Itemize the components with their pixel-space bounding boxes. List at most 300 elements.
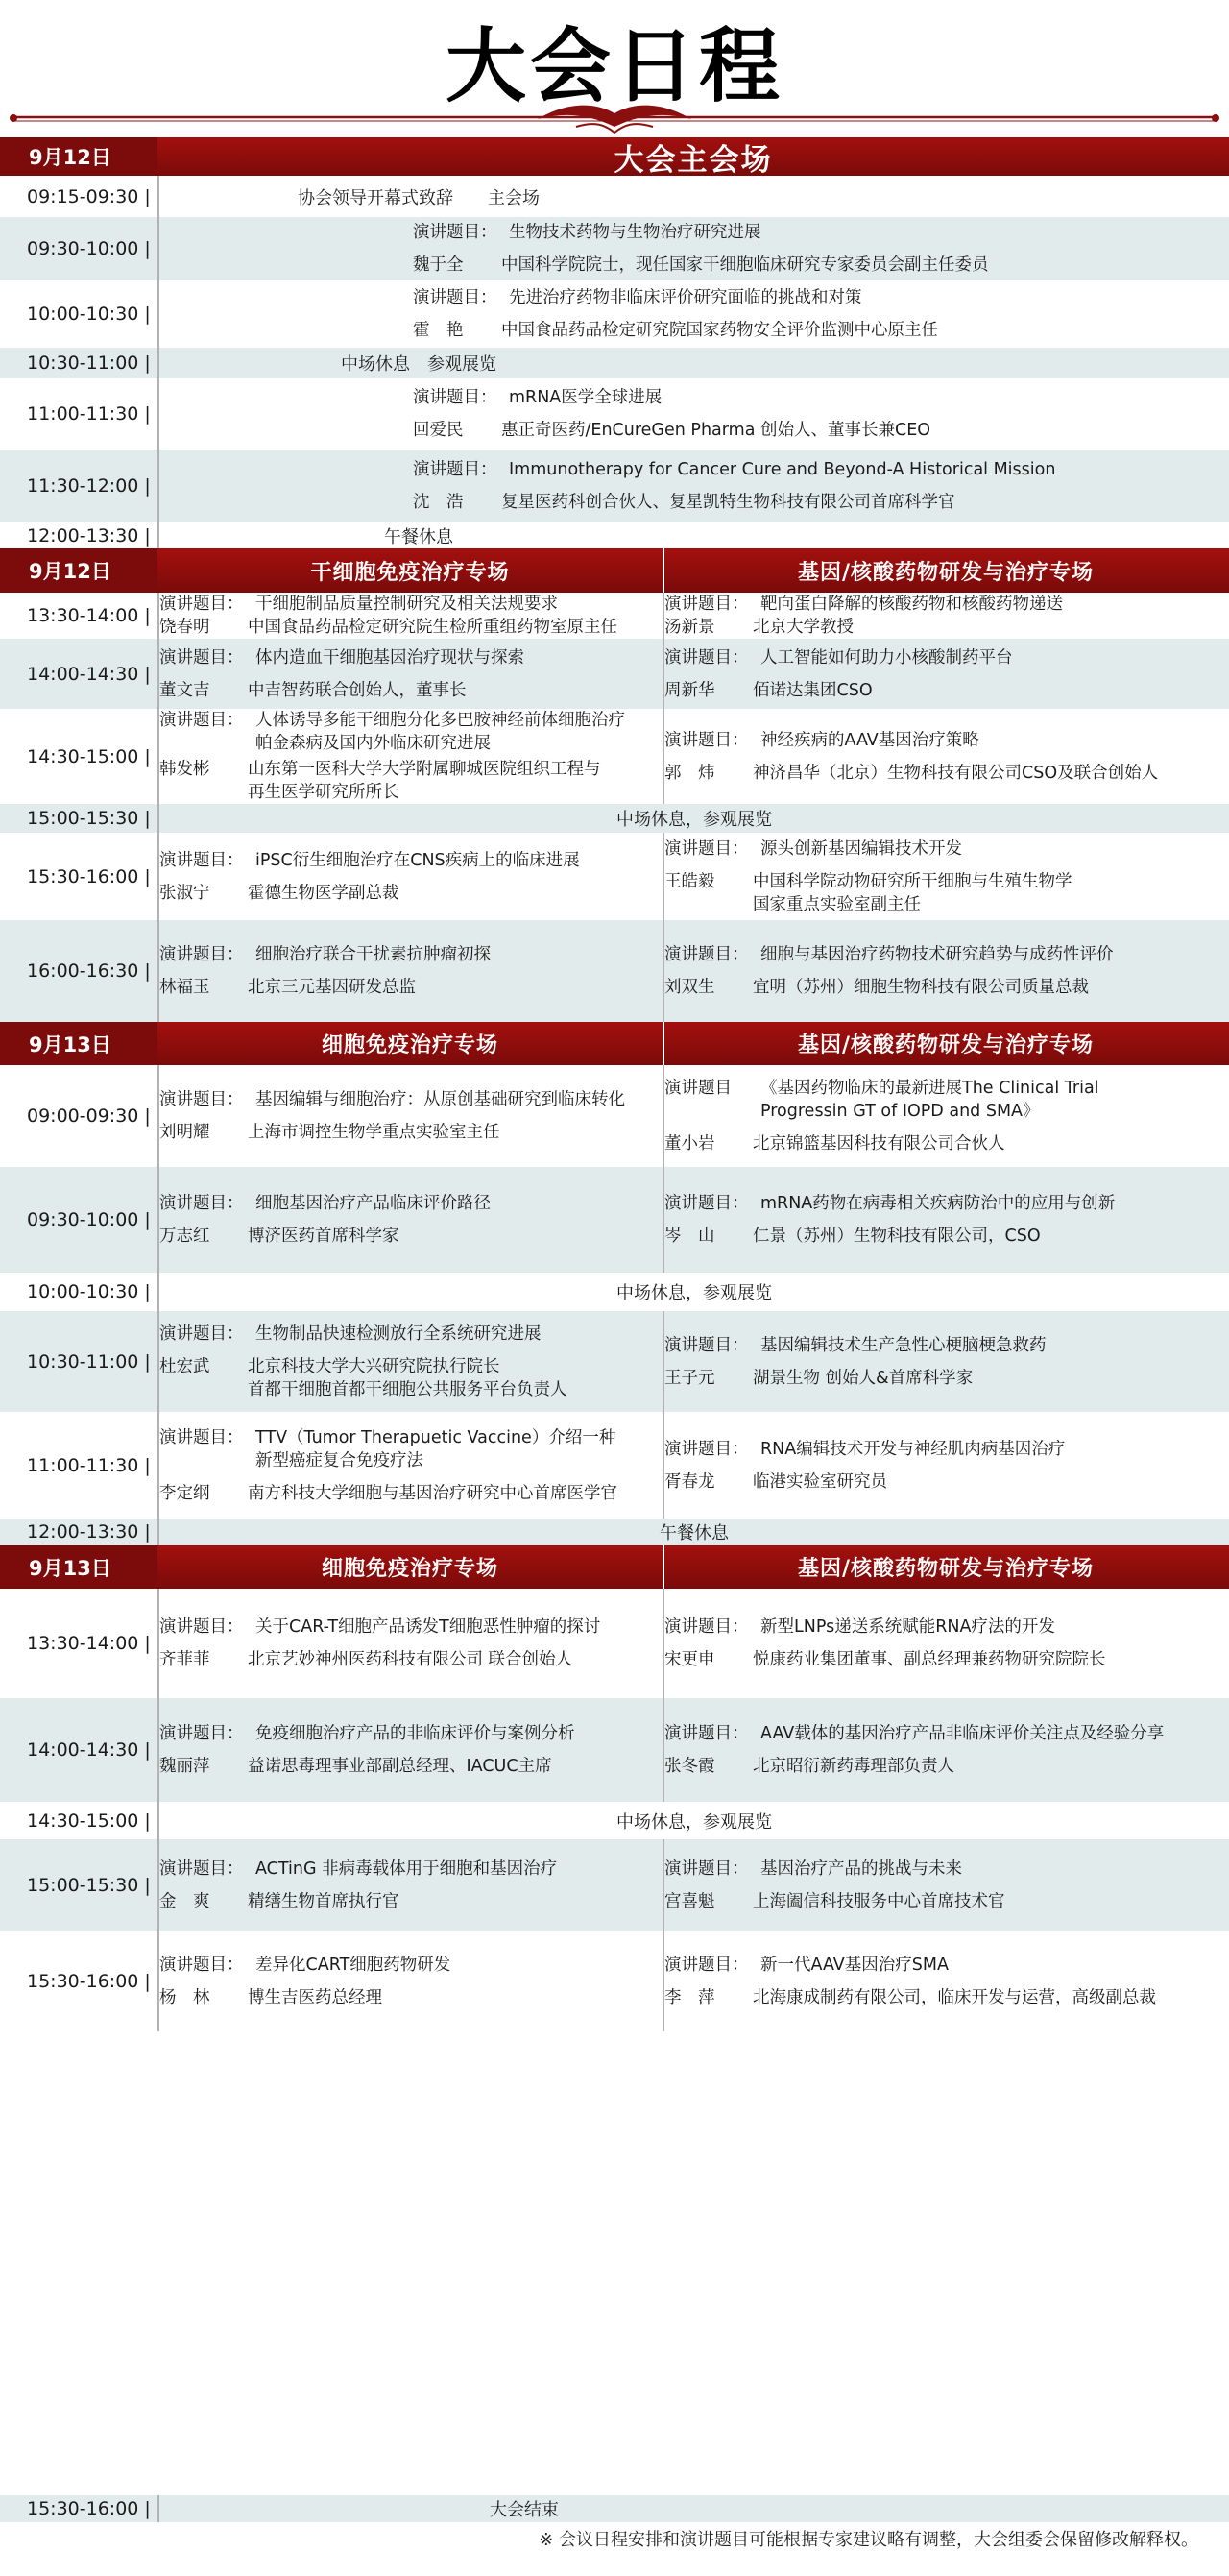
time-slot: 13:30-14:00 |	[27, 1633, 151, 1654]
cell-gap	[159, 1745, 661, 1755]
talk-line-cont	[159, 732, 661, 755]
speaker-affiliation: 山东第一医科大学大学附属聊城医院组织工程与	[248, 760, 601, 779]
talk-line	[159, 849, 661, 872]
session-header-bar	[0, 137, 1229, 176]
closing-text: 大会结束	[490, 2500, 559, 2520]
talk-title: mRNA药物在病毒相关疾病防治中的应用与创新	[760, 1194, 1116, 1213]
talk-title: 人体诱导多能干细胞分化多巴胺神经前体细胞治疗	[255, 711, 625, 730]
track-title-right: 基因/核酸药物研发与治疗专场	[797, 1556, 1095, 1581]
talk-title: AAV载体的基因治疗产品非临床评价关注点及经验分享	[760, 1724, 1165, 1743]
time-slot: 11:00-11:30 |	[27, 403, 151, 425]
time-slot: 16:00-16:30 |	[27, 960, 151, 982]
speaker-name: 林福玉	[159, 978, 210, 997]
cell-gap	[413, 481, 1229, 491]
cell-gap	[159, 872, 661, 882]
cell-gap	[664, 1977, 1227, 1986]
talk-line	[664, 1438, 1227, 1461]
session-date: 9月12日	[0, 137, 157, 176]
speaker-affiliation-cont: 国家重点实验室副主任	[753, 894, 921, 914]
speaker-affiliation: 宜明（苏州）细胞生物科技有限公司质量总裁	[753, 978, 1089, 997]
talk-label: 演讲题目：	[159, 1194, 244, 1213]
speaker-line	[664, 616, 1227, 639]
break-row	[0, 522, 1229, 548]
speaker-line	[159, 882, 661, 905]
schedule-row	[0, 450, 1229, 522]
cell-gap	[159, 1977, 661, 1986]
time-slot: 15:00-15:30 |	[27, 1874, 151, 1896]
right-track-talk	[664, 593, 1227, 639]
talk-label: 演讲题目：	[413, 223, 497, 242]
indent	[664, 893, 753, 916]
speaker-affiliation: 中国食品药品检定研究院国家药物安全评价监测中心原主任	[501, 321, 938, 340]
schedule-row	[0, 1698, 1229, 1802]
speaker-line	[664, 1367, 1227, 1390]
speaker-affiliation: 湖景生物 创始人&首席科学家	[753, 1368, 974, 1388]
speaker-affiliation: 益诺思毒理事业部副总经理、IACUC主席	[248, 1757, 552, 1776]
talk-label: 演讲题目：	[159, 1859, 244, 1879]
track-title-right: 基因/核酸药物研发与治疗专场	[797, 1033, 1095, 1057]
speaker-line	[159, 1355, 661, 1378]
talk-label: 演讲题目：	[159, 850, 244, 870]
talk-line	[159, 1954, 661, 1977]
speaker-line	[159, 1225, 661, 1248]
time-divider	[157, 217, 159, 280]
talk-title: 细胞基因治疗产品临床评价路径	[255, 1194, 491, 1213]
speaker-affiliation: 神济昌华（北京）生物科技有限公司CSO及联合创始人	[753, 763, 1159, 783]
cell-gap	[413, 409, 1229, 419]
talk-label: 演讲题目：	[664, 838, 749, 859]
speaker-affiliation: 中国科学院院士，现任国家干细胞临床研究专家委员会副主任委员	[501, 255, 989, 275]
talk-title: 差异化CART细胞药物研发	[255, 1955, 451, 1975]
right-track-talk	[664, 1065, 1227, 1167]
talk-label: 演讲题目：	[159, 1724, 244, 1743]
cell-gap	[664, 1357, 1227, 1367]
speaker-name: 魏丽萍	[159, 1757, 210, 1776]
talk-label: 演讲题目：	[664, 1724, 749, 1743]
talk-line	[664, 1334, 1227, 1357]
speaker-name: 周新华	[664, 680, 715, 700]
talk-title: 基因编辑技术生产急性心梗脑梗急救药	[760, 1335, 1047, 1355]
time-slot: 12:00-13:30 |	[27, 524, 151, 547]
schedule-row	[0, 833, 1229, 920]
break-text: 午餐休息	[660, 1523, 729, 1543]
speaker-name: 刘明耀	[159, 1123, 210, 1142]
time-slot: 15:00-15:30 |	[27, 808, 151, 829]
talk-title: 神经疾病的AAV基因治疗策略	[760, 730, 979, 750]
talk-label: 演讲题目：	[664, 1194, 749, 1213]
speaker-affiliation: 中国食品药品检定研究院生检所重组药物室原主任	[248, 618, 617, 637]
cell-gap	[664, 1881, 1227, 1890]
talk-title: 基因治疗产品的挑战与未来	[760, 1859, 962, 1879]
talk-title-cont: 帕金森病及国内外临床研究进展	[255, 734, 491, 753]
session-date: 9月12日	[0, 548, 157, 593]
talk-line-cont	[664, 1100, 1227, 1123]
talk-label: 演讲题目：	[664, 647, 749, 668]
speaker-name: 宫喜魁	[664, 1891, 715, 1911]
talk-line	[413, 286, 1229, 309]
speaker-affiliation: 霍德生物医学副总裁	[248, 883, 399, 903]
track-title-left: 干细胞免疫治疗专场	[310, 559, 510, 585]
track-title-left: 细胞免疫治疗专场	[321, 1556, 498, 1581]
speaker-affiliation: 博生吉医药总经理	[248, 1987, 382, 2007]
time-slot: 14:30-15:00 |	[27, 745, 151, 767]
speaker-affiliation: 精缮生物首席执行官	[248, 1891, 399, 1911]
talk-line	[664, 1722, 1227, 1745]
speaker-name: 岑 山	[664, 1227, 715, 1246]
talk-label: 演讲题目：	[664, 1859, 749, 1879]
cell-gap	[664, 1123, 1227, 1132]
speaker-line	[664, 870, 1227, 893]
speaker-name: 王皓毅	[664, 871, 715, 891]
talk-line	[413, 458, 1229, 481]
talk-label: 演讲题目：	[159, 1090, 244, 1109]
time-slot: 09:30-10:00 |	[27, 1209, 151, 1230]
speaker-line	[664, 1755, 1227, 1778]
break-text: 中场休息，参观展览	[616, 1283, 772, 1303]
time-slot: 10:30-11:00 |	[27, 352, 151, 374]
talk-label: 演讲题目：	[159, 647, 244, 668]
speaker-affiliation: 北海康成制药有限公司，临床开发与运营，高级副总裁	[753, 1987, 1156, 2007]
schedule-row	[0, 639, 1229, 709]
speaker-name: 胥春龙	[664, 1471, 715, 1492]
time-slot: 14:00-14:30 |	[27, 1739, 151, 1761]
speaker-affiliation: 北京艺妙神州医药科技有限公司 联合创始人	[248, 1650, 573, 1669]
left-track-talk	[159, 709, 661, 804]
break-row	[0, 176, 1229, 217]
speaker-line	[664, 1648, 1227, 1671]
speaker-line	[664, 1225, 1227, 1248]
talk-line	[159, 1858, 661, 1881]
time-slot: 14:00-14:30 |	[27, 663, 151, 685]
speaker-line	[159, 1755, 661, 1778]
talk-line	[664, 1616, 1227, 1639]
schedule-row	[0, 1311, 1229, 1412]
schedule-row	[0, 1931, 1229, 2031]
speaker-line	[664, 679, 1227, 702]
talk-title: 先进治疗药物非临床评价研究面临的挑战和对策	[509, 288, 862, 307]
speaker-name: 齐菲菲	[159, 1650, 210, 1669]
time-slot: 10:00-10:30 |	[27, 1281, 151, 1302]
talk-title: 新型LNPs递送系统赋能RNA疗法的开发	[760, 1617, 1055, 1637]
time-divider	[157, 280, 159, 348]
speaker-line	[413, 491, 1229, 514]
speaker-affiliation: 悦康药业集团董事、副总经理兼药物研究院院长	[753, 1650, 1106, 1669]
speaker-line	[413, 319, 1229, 342]
speaker-affiliation: 中吉智药联合创始人，董事长	[248, 680, 467, 700]
speaker-name: 张淑宁	[159, 883, 210, 903]
time-slot: 09:00-09:30 |	[27, 1106, 151, 1127]
speaker-line	[159, 679, 661, 702]
cell-gap	[159, 1472, 661, 1482]
talk-title: 体内造血干细胞基因治疗现状与探索	[255, 647, 524, 668]
speaker-affiliation-cont: 再生医学研究所所长	[248, 783, 399, 802]
talk-line	[159, 646, 661, 669]
talk-title: 细胞与基因治疗药物技术研究趋势与成药性评价	[760, 945, 1114, 964]
right-track-talk	[664, 709, 1227, 804]
cell-gap	[664, 861, 1227, 870]
talk-title: Immunotherapy for Cancer Cure and Beyond-A Historical Mission	[509, 460, 1056, 479]
time-slot: 15:30-16:00 |	[27, 2498, 151, 2519]
talk-line	[664, 1192, 1227, 1215]
talk-line	[159, 1323, 661, 1346]
speaker-affiliation: 北京锦篮基因科技有限公司合伙人	[753, 1134, 1005, 1154]
speaker-line	[159, 1986, 661, 2009]
speaker-line	[159, 976, 661, 999]
speaker-line	[413, 419, 1229, 442]
schedule-row	[0, 1167, 1229, 1273]
speaker-affiliation: 南方科技大学细胞与基因治疗研究中心首席医学官	[248, 1483, 617, 1503]
speaker-name: 金 爽	[159, 1891, 210, 1911]
talk-label: 演讲题目：	[159, 711, 244, 730]
speaker-name: 韩发彬	[159, 760, 210, 779]
break-text: 午餐休息	[384, 526, 453, 547]
schedule-row	[0, 378, 1229, 450]
indent	[159, 1378, 248, 1401]
speaker-name: 王子元	[664, 1368, 715, 1388]
talk-label: 演讲题目：	[664, 1617, 749, 1637]
schedule-row	[0, 709, 1229, 804]
track-title-right: 基因/核酸药物研发与治疗专场	[797, 559, 1095, 585]
time-slot: 09:15-09:30 |	[27, 185, 151, 207]
left-track-talk	[159, 1589, 661, 1698]
talk-label: 演讲题目：	[159, 1617, 244, 1637]
talk-title: TTV（Tumor Therapuetic Vaccine）介绍一种	[255, 1427, 616, 1447]
talk-title: RNA编辑技术开发与神经肌肉病基因治疗	[760, 1439, 1066, 1459]
break-text: 中场休息 参观展览	[341, 354, 496, 375]
speaker-name: 沈 浩	[413, 493, 464, 512]
speaker-name: 饶春明	[159, 618, 210, 637]
talk-title: mRNA医学全球进展	[509, 388, 663, 407]
break-row	[0, 1519, 1229, 1545]
speaker-name: 李定纲	[159, 1483, 210, 1503]
speaker-affiliation: 复星医药科创合伙人、复星凯特生物科技有限公司首席科学官	[501, 493, 955, 512]
session-date: 9月13日	[0, 1545, 157, 1589]
time-slot: 10:00-10:30 |	[27, 304, 151, 325]
cell-gap	[159, 1111, 661, 1121]
speaker-affiliation: 北京昭衍新药毒理部负责人	[753, 1757, 954, 1776]
cell-gap	[664, 1745, 1227, 1755]
speaker-affiliation: 北京科技大学大兴研究院执行院长	[248, 1356, 500, 1376]
session-header-bar	[0, 548, 1229, 593]
talk-title: ACTinG 非病毒载体用于细胞和基因治疗	[255, 1859, 558, 1879]
time-slot: 14:30-15:00 |	[27, 1810, 151, 1832]
schedule-row	[0, 1412, 1229, 1519]
talk-title: 人工智能如何助力小核酸制药平台	[760, 647, 1013, 668]
break-row	[0, 1273, 1229, 1311]
time-slot: 11:30-12:00 |	[27, 475, 151, 497]
left-track-talk	[159, 1311, 661, 1412]
talk-label: 演讲题目：	[159, 1324, 244, 1344]
talk-title: 生物技术药物与生物治疗研究进展	[509, 223, 761, 242]
time-slot: 10:30-11:00 |	[27, 1350, 151, 1373]
schedule-row	[0, 1065, 1229, 1167]
right-track-talk	[664, 920, 1227, 1022]
break-text: 中场休息，参观展览	[616, 810, 772, 830]
track-title-left: 细胞免疫治疗专场	[321, 1033, 498, 1057]
talk-title-cont: 新型癌症复合免疫疗法	[255, 1450, 423, 1470]
time-divider	[157, 378, 159, 450]
schedule-row	[0, 280, 1229, 348]
talk-label: 演讲题目：	[664, 1439, 749, 1459]
speaker-affiliation: 博济医药首席科学家	[248, 1227, 399, 1246]
left-track-talk	[159, 1931, 661, 2031]
cell-gap	[664, 1461, 1227, 1470]
speaker-name: 魏于全	[413, 255, 464, 275]
talk-title: 新一代AAV基因治疗SMA	[760, 1955, 949, 1975]
speaker-affiliation: 佰诺达集团CSO	[753, 680, 873, 700]
cell-gap	[664, 1639, 1227, 1648]
speaker-name: 回爱民	[413, 421, 464, 440]
speaker-line-cont	[159, 1378, 661, 1401]
schedule-row	[0, 1589, 1229, 1698]
left-track-talk	[159, 1698, 661, 1802]
speaker-line	[664, 762, 1227, 785]
talk-label: 演讲题目：	[159, 595, 244, 614]
talk-label: 演讲题目：	[664, 1335, 749, 1355]
left-track-talk	[159, 1839, 661, 1931]
talk-line	[664, 729, 1227, 752]
speaker-affiliation: 中国科学院动物研究所干细胞与生殖生物学	[753, 871, 1072, 891]
left-track-talk	[159, 920, 661, 1022]
cell-gap	[159, 1639, 661, 1648]
cell-gap	[159, 1881, 661, 1890]
speaker-line	[159, 616, 661, 639]
speaker-name: 董文吉	[159, 680, 210, 700]
talk-label: 演讲题目：	[664, 595, 749, 614]
speaker-name: 董小岩	[664, 1134, 715, 1154]
break-row	[0, 804, 1229, 833]
talk-line	[664, 943, 1227, 966]
right-track-talk	[664, 1311, 1227, 1412]
talk-title: iPSC衍生细胞治疗在CNS疾病上的临床进展	[255, 850, 580, 870]
talk-title-cont: Progressin GT of IOPD and SMA》	[760, 1102, 1040, 1121]
session-header-bar	[0, 1022, 1229, 1065]
speaker-line	[664, 1890, 1227, 1913]
speaker-affiliation: 上海市调控生物学重点实验室主任	[248, 1123, 500, 1142]
right-track-talk	[664, 1839, 1227, 1931]
talk-label: 演讲题目：	[413, 460, 497, 479]
speaker-line-cont	[159, 781, 661, 804]
talk-line	[159, 1426, 661, 1449]
right-track-talk	[664, 1698, 1227, 1802]
time-slot: 12:00-13:30 |	[27, 1521, 151, 1543]
talk-line	[159, 1088, 661, 1111]
talk-line	[664, 838, 1227, 861]
schedule-row	[0, 593, 1229, 639]
session-talk	[413, 450, 1229, 522]
speaker-name: 万志红	[159, 1227, 210, 1246]
time-slot: 09:30-10:00 |	[27, 238, 151, 259]
speaker-name: 杨 林	[159, 1987, 210, 2007]
session-date: 9月13日	[0, 1022, 157, 1065]
talk-title: 干细胞制品质量控制研究及相关法规要求	[255, 595, 558, 614]
speaker-line	[413, 254, 1229, 277]
speaker-affiliation: 惠正奇医药/EnCureGen Pharma 创始人、董事长兼CEO	[501, 421, 931, 440]
talk-line	[413, 386, 1229, 409]
talk-line	[159, 593, 661, 616]
speaker-affiliation-cont: 首都干细胞首都干细胞公共服务平台负责人	[248, 1379, 567, 1399]
talk-line	[664, 1858, 1227, 1881]
session-talk	[413, 280, 1229, 348]
talk-label: 演讲题目：	[413, 288, 497, 307]
talk-title: 生物制品快速检测放行全系统研究进展	[255, 1324, 542, 1344]
cell-gap	[664, 966, 1227, 976]
cell-gap	[664, 752, 1227, 762]
indent	[159, 732, 255, 755]
speaker-line-cont	[664, 893, 1227, 916]
talk-line	[159, 1722, 661, 1745]
time-slot: 11:00-11:30 |	[27, 1454, 151, 1476]
talk-label: 演讲题目：	[159, 1427, 244, 1447]
schedule-row	[0, 1839, 1229, 1931]
session-talk	[413, 378, 1229, 450]
page-title: 大会日程	[445, 19, 783, 113]
speaker-name: 张冬霞	[664, 1757, 715, 1776]
left-track-talk	[159, 639, 661, 709]
left-track-talk	[159, 593, 661, 639]
session-header-bar	[0, 1545, 1229, 1589]
break-text: 中场休息，参观展览	[616, 1811, 772, 1833]
break-text: 协会领导开幕式致辞 主会场	[298, 187, 540, 208]
speaker-affiliation: 北京大学教授	[753, 618, 854, 637]
cell-gap	[159, 1346, 661, 1355]
talk-title: 关于CAR-T细胞产品诱发T细胞恶性肿瘤的探讨	[255, 1617, 601, 1637]
break-row	[0, 348, 1229, 378]
left-track-talk	[159, 1167, 661, 1273]
speaker-affiliation: 仁景（苏州）生物科技有限公司，CSO	[753, 1227, 1041, 1246]
session-talk	[413, 217, 1229, 280]
speaker-line	[159, 1121, 661, 1144]
schedule-row	[0, 920, 1229, 1022]
break-row	[0, 1802, 1229, 1839]
talk-line	[159, 709, 661, 732]
talk-line	[664, 1077, 1227, 1100]
right-track-talk	[664, 639, 1227, 709]
talk-title: 靶向蛋白降解的核酸药物和核酸药物递送	[760, 595, 1063, 614]
left-track-talk	[159, 833, 661, 920]
time-divider	[157, 450, 159, 522]
talk-title: 细胞治疗联合干扰素抗肿瘤初探	[255, 945, 491, 964]
speaker-name: 郭 炜	[664, 763, 715, 783]
right-track-talk	[664, 1931, 1227, 2031]
talk-line	[664, 1954, 1227, 1977]
speaker-affiliation: 上海阖信科技服务中心首席技术官	[753, 1891, 1005, 1911]
indent	[664, 1100, 760, 1123]
talk-label: 演讲题目	[664, 1079, 732, 1098]
talk-label: 演讲题目：	[159, 945, 244, 964]
session-title: 大会主会场	[614, 142, 773, 178]
left-track-talk	[159, 1065, 661, 1167]
talk-title: 基因编辑与细胞治疗：从原创基础研究到临床转化	[255, 1090, 625, 1109]
talk-line	[159, 1616, 661, 1639]
talk-line	[413, 221, 1229, 244]
right-track-talk	[664, 1167, 1227, 1273]
cell-gap	[413, 309, 1229, 319]
speaker-name: 杜宏武	[159, 1356, 210, 1376]
talk-line	[664, 593, 1227, 616]
closing-row	[0, 2495, 1229, 2522]
talk-title: 免疫细胞治疗产品的非临床评价与案例分析	[255, 1724, 575, 1743]
talk-line	[159, 943, 661, 966]
cell-gap	[664, 1215, 1227, 1225]
cell-gap	[159, 669, 661, 679]
talk-label: 演讲题目：	[664, 945, 749, 964]
speaker-line	[159, 1890, 661, 1913]
speaker-name: 汤新景	[664, 618, 715, 637]
indent	[159, 781, 248, 804]
schedule-row	[0, 217, 1229, 280]
cell-gap	[159, 1215, 661, 1225]
